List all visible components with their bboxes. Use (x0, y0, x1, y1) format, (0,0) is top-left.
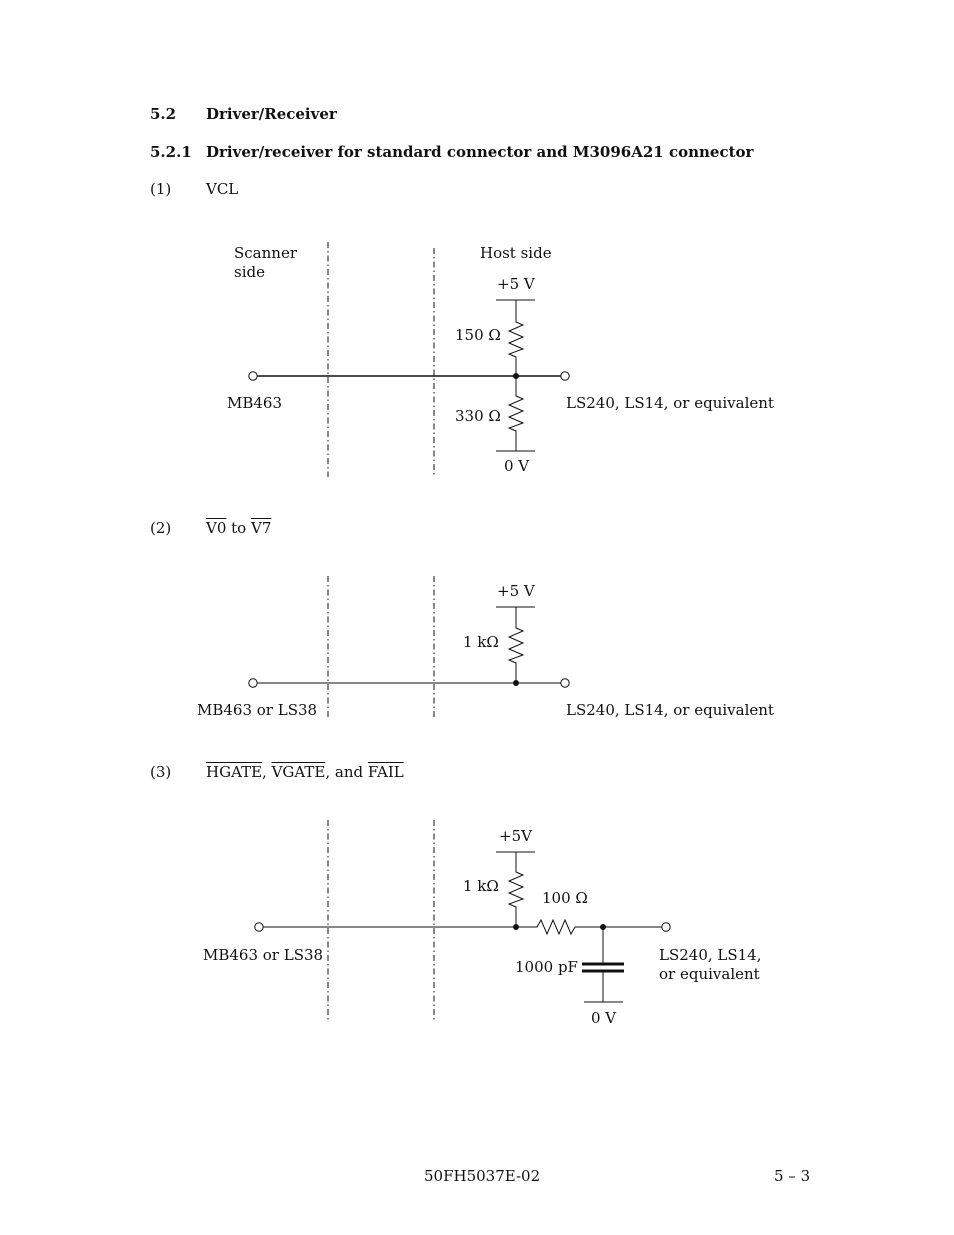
item-1-label: (1) (150, 180, 172, 198)
d1-pulldown-label: 330 Ω (455, 407, 501, 425)
d2-driver-terminal (249, 679, 257, 687)
item-3-heading-part-2: , (262, 763, 272, 781)
d3-receiver-label-2: or equivalent (659, 965, 760, 983)
d2-pullup-resistor (509, 607, 523, 683)
d3-receiver-label-1: LS240, LS14, (659, 946, 762, 964)
d3-series-label: 100 Ω (542, 889, 588, 907)
subsection-title: Driver/receiver for standard connector and M3096A21 connector (206, 143, 754, 161)
d1-pulldown-resistor (509, 376, 523, 451)
d3-ground-label: 0 V (591, 1009, 617, 1027)
d3-capacitor-label: 1000 pF (515, 958, 578, 976)
d2-driver-label: MB463 or LS38 (197, 701, 318, 719)
d1-receiver-terminal (561, 372, 569, 380)
d1-driver-label: MB463 (227, 394, 283, 412)
d2-node (513, 680, 519, 686)
d3-series-resistor (516, 920, 603, 934)
footer-doc-id: 50FH5037E-02 (424, 1167, 541, 1185)
d1-pullup-label: 150 Ω (455, 326, 501, 344)
d3-driver-label: MB463 or LS38 (203, 946, 324, 964)
item-3-heading-part-3: VGATE (271, 763, 326, 781)
d3-driver-terminal (255, 923, 263, 931)
d1-driver-terminal (249, 372, 257, 380)
d3-pullup-resistor (509, 852, 523, 927)
item-3-heading-part-1: HGATE (206, 763, 263, 781)
item-3-heading-part-4: , and (325, 763, 368, 781)
section-number: 5.2 (150, 105, 177, 123)
d1-host-side-label: Host side (480, 244, 552, 262)
d1-scanner-side-label-2: side (234, 263, 265, 281)
item-2-heading-part-3: V7 (251, 519, 272, 537)
d1-scanner-side-label-1: Scanner (234, 244, 297, 262)
subsection-number: 5.2.1 (150, 143, 192, 161)
d1-node (513, 373, 519, 379)
d2-supply-label: +5 V (497, 582, 535, 600)
d3-receiver-terminal (662, 923, 670, 931)
d2-pullup-label: 1 kΩ (463, 633, 499, 651)
item-3-heading-part-5: FAIL (367, 763, 404, 781)
item-2-heading-part-1: V0 (206, 519, 227, 537)
d3-node-1 (513, 924, 519, 930)
d3-supply-label: +5V (499, 827, 532, 845)
d1-pullup-resistor (509, 300, 523, 376)
section-title: Driver/Receiver (206, 105, 337, 123)
d3-node-2 (600, 924, 606, 930)
item-1-heading-part-1: VCL (206, 180, 239, 198)
item-2-label: (2) (150, 519, 172, 537)
d1-receiver-label: LS240, LS14, or equivalent (566, 394, 774, 412)
item-3-label: (3) (150, 763, 172, 781)
diagram-3 (255, 820, 670, 1022)
d3-pullup-label: 1 kΩ (463, 877, 499, 895)
footer-page-number: 5 – 3 (774, 1167, 811, 1185)
item-2-heading-part-2: to (226, 519, 251, 537)
d1-supply-label: +5 V (497, 275, 535, 293)
d2-receiver-terminal (561, 679, 569, 687)
d1-ground-label: 0 V (504, 457, 530, 475)
d2-receiver-label: LS240, LS14, or equivalent (566, 701, 774, 719)
